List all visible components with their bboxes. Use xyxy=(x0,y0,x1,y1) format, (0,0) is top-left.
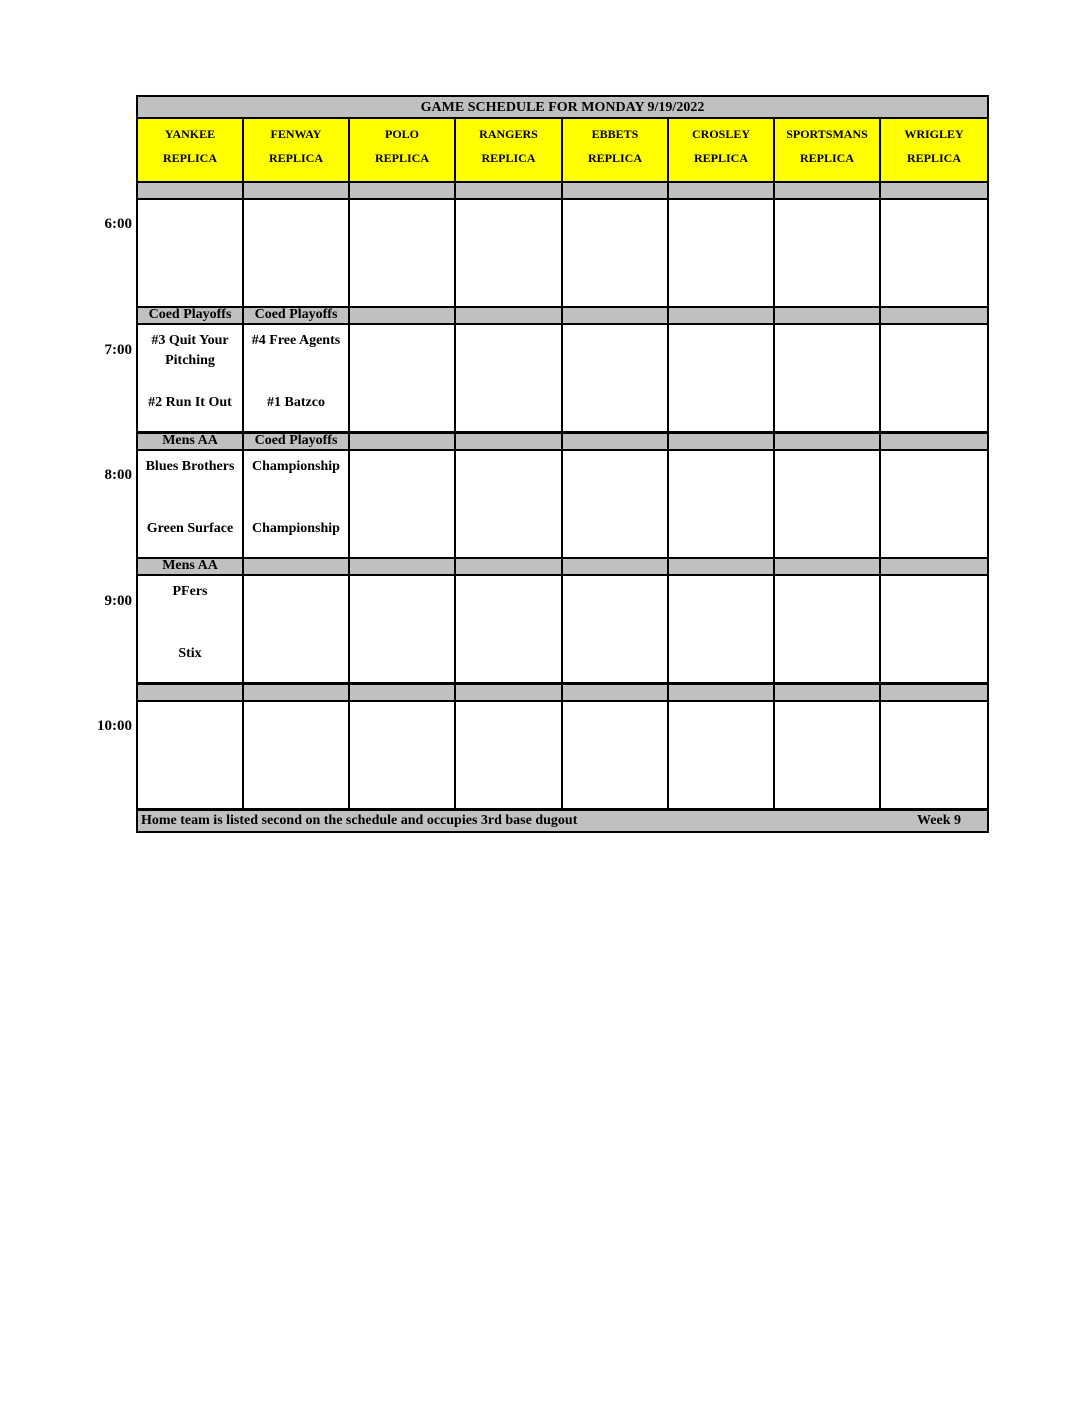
game-cell xyxy=(881,325,987,434)
league-label: Coed Playoffs xyxy=(138,308,244,325)
game-cell xyxy=(456,576,563,685)
game-cell xyxy=(775,451,881,560)
league-label xyxy=(350,559,456,576)
game-cell xyxy=(350,325,456,434)
field-name: EBBETS xyxy=(591,127,639,141)
week-label: Week 9 xyxy=(917,813,961,828)
game-cell xyxy=(775,702,881,811)
league-label xyxy=(456,434,563,451)
field-subtitle: REPLICA xyxy=(268,151,323,165)
league-label xyxy=(244,559,350,576)
game-cell xyxy=(669,325,775,434)
league-label xyxy=(138,685,244,702)
home-team-note: Home team is listed second on the schedule and occupies 3rd base dugout xyxy=(141,813,578,828)
time-label-1000: 10:00 xyxy=(97,718,132,734)
field-header-rangers xyxy=(456,119,563,183)
game-cell xyxy=(138,702,244,811)
game-cell xyxy=(563,576,669,685)
league-label xyxy=(563,434,669,451)
league-label xyxy=(669,308,775,325)
game-cell xyxy=(456,451,563,560)
league-label xyxy=(563,685,669,702)
game-cell xyxy=(456,702,563,811)
league-label xyxy=(775,559,881,576)
away-team: #4 Free Agents xyxy=(251,333,341,348)
game-cell xyxy=(456,200,563,309)
field-header-sportsmans xyxy=(775,119,881,183)
game-cell xyxy=(669,200,775,309)
field-name: FENWAY xyxy=(270,127,322,141)
game-cell xyxy=(881,702,987,811)
time-label-800: 8:00 xyxy=(104,467,132,483)
field-header-polo xyxy=(350,119,456,183)
league-label xyxy=(881,559,987,576)
field-header-fenway xyxy=(244,119,350,183)
game-cell xyxy=(775,200,881,309)
league-label xyxy=(775,434,881,451)
game-cell xyxy=(563,200,669,309)
game-cell xyxy=(563,451,669,560)
field-subtitle: REPLICA xyxy=(162,151,217,165)
game-cell xyxy=(138,325,244,434)
league-label xyxy=(244,685,350,702)
league-label xyxy=(350,434,456,451)
league-label xyxy=(563,559,669,576)
league-label xyxy=(775,183,881,200)
game-cell xyxy=(881,200,987,309)
game-cell xyxy=(669,576,775,685)
league-label xyxy=(669,434,775,451)
game-cell xyxy=(138,451,244,560)
time-label-900: 9:00 xyxy=(104,593,132,609)
game-cell xyxy=(350,576,456,685)
game-cell xyxy=(563,325,669,434)
league-label: Mens AA xyxy=(138,559,244,576)
field-header-ebbets xyxy=(563,119,669,183)
field-subtitle: REPLICA xyxy=(587,151,642,165)
away-team: #3 Quit Your Pitching xyxy=(151,333,229,368)
field-subtitle: REPLICA xyxy=(481,151,536,165)
game-cell xyxy=(350,702,456,811)
time-label-600: 6:00 xyxy=(104,216,132,232)
field-header-yankee xyxy=(138,119,244,183)
field-header-wrigley xyxy=(881,119,987,183)
field-name: YANKEE xyxy=(164,127,216,141)
game-cell xyxy=(244,451,350,560)
game-cell xyxy=(138,200,244,309)
league-label xyxy=(669,685,775,702)
league-label xyxy=(244,183,350,200)
game-cell xyxy=(244,576,350,685)
field-name: WRIGLEY xyxy=(904,127,964,141)
game-cell xyxy=(669,702,775,811)
league-label xyxy=(350,183,456,200)
game-cell xyxy=(244,325,350,434)
time-label-700: 7:00 xyxy=(104,342,132,358)
game-cell xyxy=(775,325,881,434)
field-subtitle: REPLICA xyxy=(374,151,429,165)
league-label xyxy=(563,308,669,325)
away-team: Championship xyxy=(252,459,340,474)
game-cell xyxy=(244,200,350,309)
schedule-title: GAME SCHEDULE FOR MONDAY 9/19/2022 xyxy=(138,97,987,119)
footer-bar xyxy=(138,811,987,831)
league-label xyxy=(881,434,987,451)
game-cell xyxy=(350,451,456,560)
field-header-crosley xyxy=(669,119,775,183)
league-label xyxy=(138,183,244,200)
league-label xyxy=(350,308,456,325)
league-label xyxy=(456,559,563,576)
league-label xyxy=(456,685,563,702)
home-team: #1 Batzco xyxy=(267,395,325,410)
home-team: #2 Run It Out xyxy=(148,395,232,410)
game-cell xyxy=(563,702,669,811)
league-label xyxy=(881,183,987,200)
away-team: Blues Brothers xyxy=(145,459,235,474)
league-label xyxy=(456,183,563,200)
game-cell xyxy=(881,451,987,560)
field-subtitle: REPLICA xyxy=(906,151,961,165)
game-cell xyxy=(669,451,775,560)
league-label xyxy=(350,685,456,702)
league-label xyxy=(456,308,563,325)
home-team: Championship xyxy=(252,521,340,536)
field-name: SPORTSMANS xyxy=(786,127,868,141)
field-name: CROSLEY xyxy=(691,127,750,141)
game-cell xyxy=(350,200,456,309)
game-cell xyxy=(775,576,881,685)
field-name: RANGERS xyxy=(479,127,538,141)
game-cell xyxy=(456,325,563,434)
league-label xyxy=(775,685,881,702)
field-subtitle: REPLICA xyxy=(693,151,748,165)
home-team: Green Surface xyxy=(146,521,234,536)
away-team: PFers xyxy=(172,584,208,599)
league-label: Coed Playoffs xyxy=(244,308,350,325)
field-name: POLO xyxy=(384,127,419,141)
game-cell xyxy=(881,576,987,685)
schedule-grid xyxy=(136,95,989,833)
home-team: Stix xyxy=(178,646,202,661)
league-label xyxy=(669,559,775,576)
field-subtitle: REPLICA xyxy=(799,151,854,165)
league-label xyxy=(881,308,987,325)
league-label: Mens AA xyxy=(138,434,244,451)
game-cell xyxy=(138,576,244,685)
league-label: Coed Playoffs xyxy=(244,434,350,451)
league-label xyxy=(881,685,987,702)
game-cell xyxy=(244,702,350,811)
league-label xyxy=(563,183,669,200)
league-label xyxy=(669,183,775,200)
league-label xyxy=(775,308,881,325)
